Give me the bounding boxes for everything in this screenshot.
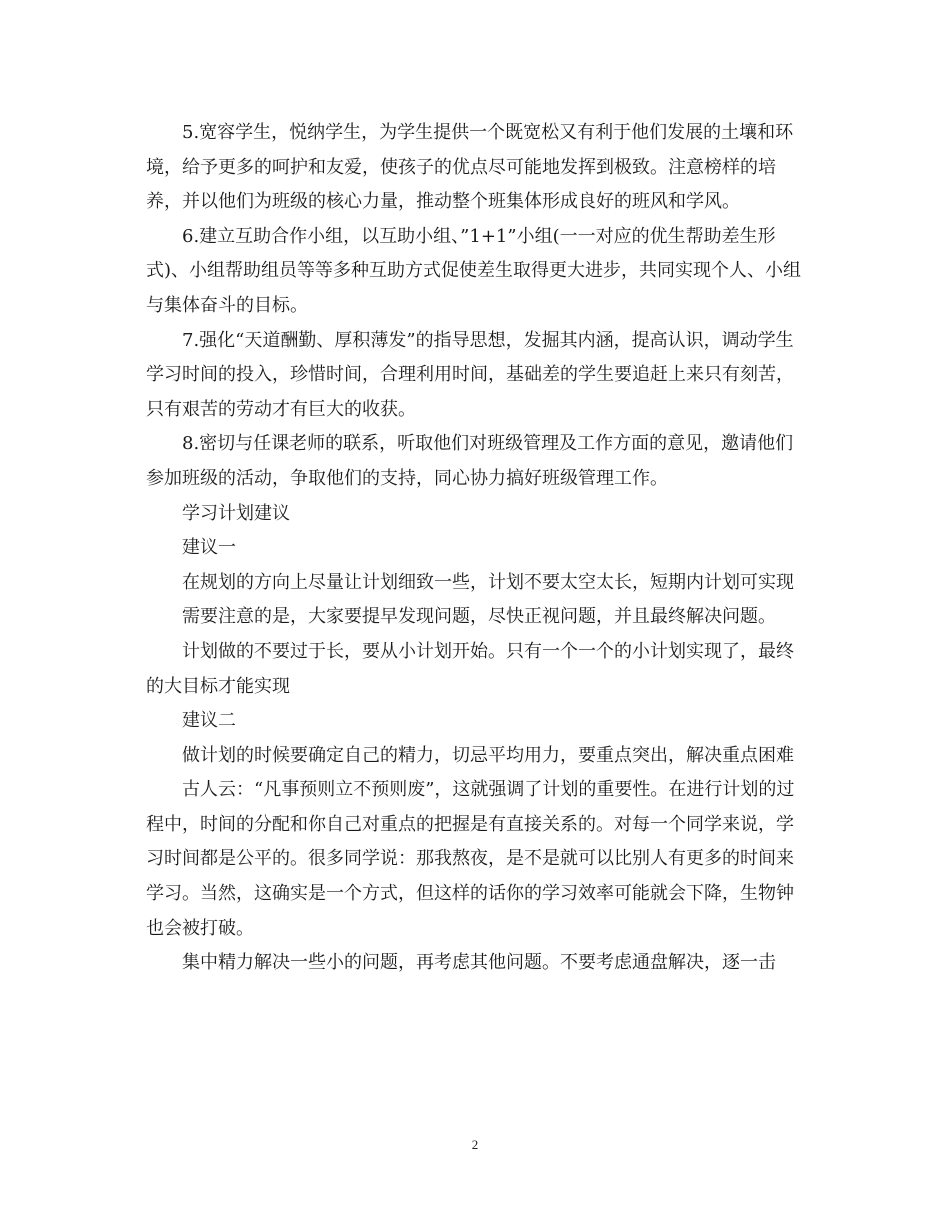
paragraph-item-5: 5.宽容学生，悦纳学生，为学生提供一个既宽松又有利于他们发展的土壤和环境，给予更多的呵护和友爱，使孩子的优点尽可能地发挥到极致。注意榜样的培养，并以他们为班级的核心力量，推动整个班集体形成良好的班风和学风。 (146, 122, 794, 213)
paragraph-item-8: 8.密切与任课老师的联系，听取他们对班级管理及工作方面的意见，邀请他们参加班级的活动，争取他们的支持，同心协力搞好班级管理工作。 (146, 433, 794, 489)
paragraph: 计划做的不要过于长，要从小计划开始。只有一个一个的小计划实现了，最终的大目标才能实现 (146, 640, 794, 697)
paragraph-item-7: 7.强化“天道酬勤、厚积薄发”的指导思想，发掘其内涵，提高认识，调动学生学习时间的投入，珍惜时间，合理利用时间，基础差的学生要追赶上来只有刻苦，只有艰苦的劳动才有巨大的收获。 (146, 329, 794, 420)
paragraph: 集中精力解决一些小的问题，再考虑其他问题。不要考虑通盘解决，逐一击 (182, 952, 776, 974)
subheading-suggestion-1: 建议一 (182, 537, 236, 559)
paragraph: 需要注意的是，大家要提早发现问题，尽快正视问题，并且最终解决问题。 (182, 606, 776, 628)
page-number: 2 (471, 1137, 479, 1152)
subheading-suggestion-2: 建议二 (182, 710, 236, 732)
document-body (146, 116, 806, 981)
paragraph-item-6: 6.建立互助合作小组，以互助小组、”1+1”小组(一一对应的优生帮助差生形式)、小组帮助组员等等多种互助方式促使差生取得更大进步，共同实现个人、小组与集体奋斗的目标。 (146, 225, 802, 316)
section-heading: 学习计划建议 (182, 502, 290, 524)
paragraph: 做计划的时候要确定自己的精力，切忌平均用力，要重点突出，解决重点困难 (182, 744, 794, 766)
paragraph: 古人云：“凡事预则立不预则废”，这就强调了计划的重要性。在进行计划的过程中，时间的分配和你自己对重点的把握是有直接关系的。对每一个同学来说，学习时间都是公平的。很多同学说：那我熬夜，是不是就可以比别人有更多的时间来学习。当然，这确实是一个方式，但这样的话你的学习效率可能就会下降，生物钟也会被打破。 (146, 779, 795, 939)
paragraph: 在规划的方向上尽量让计划细致一些，计划不要太空太长，短期内计划可实现 (182, 571, 794, 593)
